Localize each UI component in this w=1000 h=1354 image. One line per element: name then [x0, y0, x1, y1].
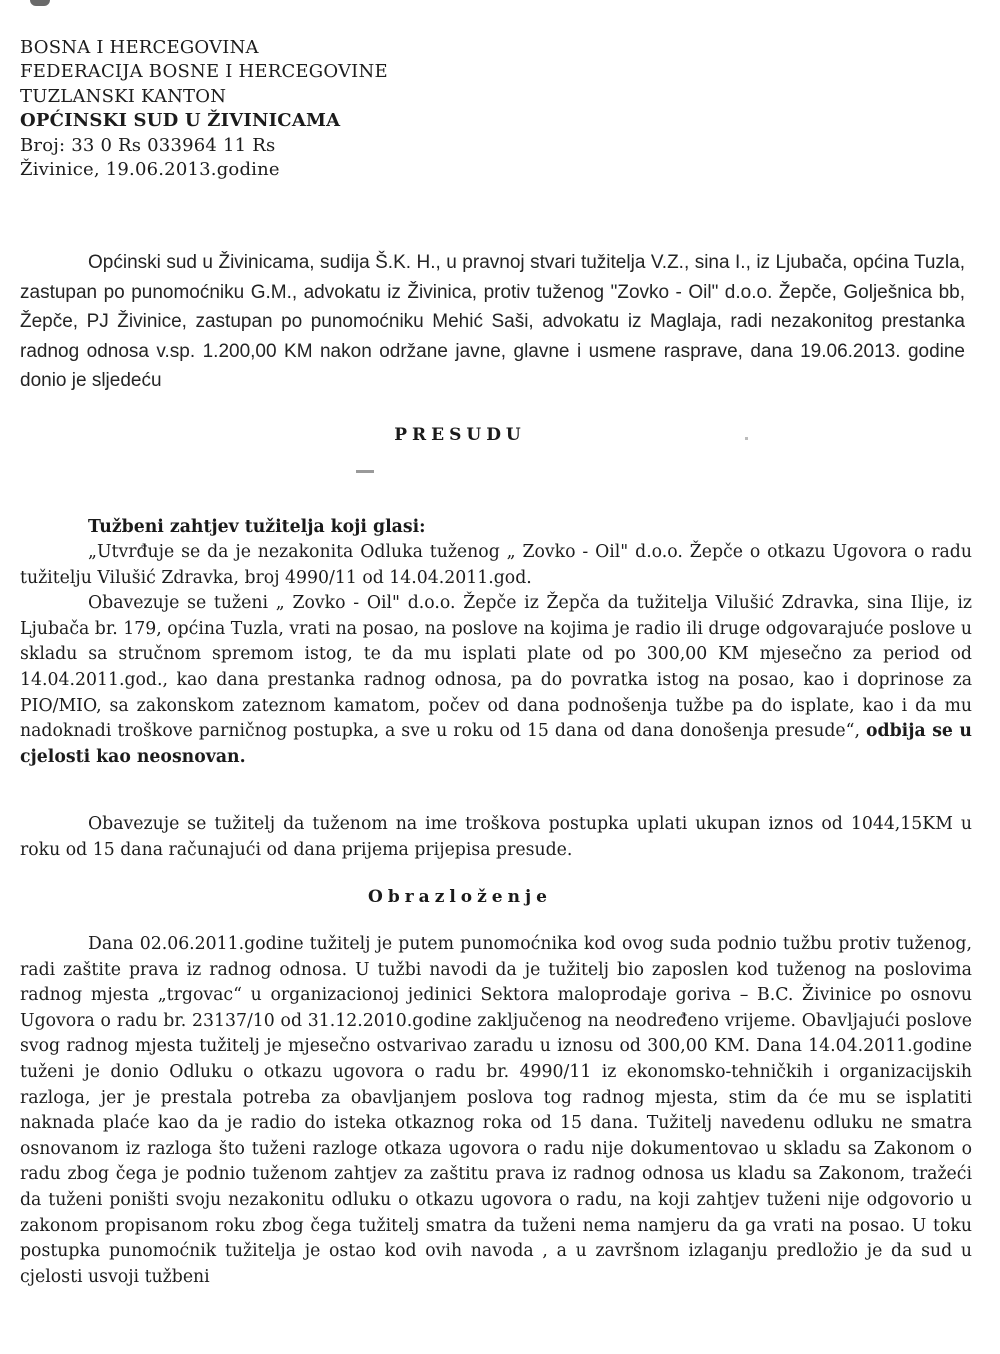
claim-paragraph-2 — [20, 591, 972, 770]
scan-speck — [745, 437, 748, 440]
header-federation: FEDERACIJA BOSNE I HERCEGOVINE — [20, 61, 388, 83]
header-country: BOSNA I HERCEGOVINA — [20, 37, 259, 58]
reasoning-block — [20, 932, 972, 1290]
reasoning-paragraph: Dana 02.06.2011.godine tužitelj je putem punomoćnika kod ovog suda podnio tužbu protiv tuženog, radi zaštite prava iz radnog odnosa. U tužbi navodi da je tužitelj bio zaposlen kod tuženog na poslovima radnog mjesta „trgovac“ u organizacionoj jedinici Sektora maloprodaje goriva – B.C. Živinice po osnovu Ugovora o radu br. 23137/10 od 31.12.2010.godine zaključenog na neodređeno vrijeme. Obavljajući poslove svog radnog mjesta tužitelj je mjesečno ostvarivao zaradu u iznosu od 300,00 KM. Dana 14.04.2011.godine tuženi je donio Odluku o otkazu ugovora o radu br. 4990/11 iz ekonomsko-tehničkih i organizacijskih razloga, jer je prestala potreba za obavljanjem poslova tog radnog mjesta, stim da će mu se isplatiti naknada plaće kao da je radio do isteka otkaznog roka od 15 dana. Tužitelj navedenu odluku ne smatra osnovanom iz razloga što tuženi razloge otkaza ugovora o radu nije dokumentovao u skladu sa Zakonom o radu zbog čega je podnio tuženom zahtjev za zaštitu prava iz radnog odnosa us kladu sa Zakonom, tražeći da tuženi poništi svoju nezakonitu odluku o otkazu ugovora o radu, na koji zahtjev tuženi nije odgovorio u zakonom propisanom roku zbog čega tužitelj smatra da tuženi nema namjeru da ga vrati na posao. U toku postupka punomoćnik tužitelja je ostao kod ovih navoda , a u završnom izlaganju predložio je da sud u cjelosti usvoji tužbeni — [20, 934, 972, 1287]
claim-title: Tužbeni zahtjev tužitelja koji glasi: — [88, 517, 426, 537]
header-court: OPĆINSKI SUD U ŽIVINICAMA — [20, 110, 341, 132]
claim-paragraph-2-text: Obavezuje se tuženi „ Zovko - Oil" d.o.o. Žepče iz Žepča da tužitelja Vilušić Zdravka, sina Ilije, iz Ljubača br. 179, općina Tuzla, vrati na posao, na poslove na kojima je radio ili druge odgovarajuće poslove u skladu sa stručnom spremom istog, te da mu isplati plate od po 300,00 KM mjesečno za period od 14.04.2011.god., kao dana prestanka radnog odnosa, pa do povratka istog na posao, kao i doprinose za PIO/MIO, sa zakonskom zateznom kamatom, počev od dana podnošenja tužbe pa do isplate, kao i da mu nadoknadi troškove parničnog postupka, a sve u roku od 15 dana od dana donošenja presude“, — [20, 593, 972, 742]
scan-mark — [30, 0, 50, 6]
claim-dismissal: odbija se u cjelosti kao neosnovan. — [20, 721, 973, 767]
verdict-title: PRESUDU — [394, 425, 526, 445]
reasoning-title: Obrazloženje — [368, 887, 552, 907]
header-place-date: Živinice, 19.06.2013.godine — [20, 159, 280, 181]
claim-paragraph-1: „Utvrđuje se da je nezakonita Odluka tuženog „ Zovko - Oil" d.o.o. Žepče o otkazu Ugovora o radu tužitelju Vilušić Zdravka, broj 4990/11 od 14.04.2011.god. — [20, 542, 972, 588]
header-case-number: Broj: 33 0 Rs 033964 11 Rs — [20, 134, 276, 156]
costs-paragraph: Obavezuje se tužitelj da tuženom na ime troškova postupka uplati ukupan iznos od 1044,15KM u roku od 15 dana računajući od dana prijema prijepisa presude. — [20, 814, 972, 860]
claim-body — [20, 540, 972, 770]
scan-speck — [356, 470, 374, 473]
court-header — [20, 36, 388, 182]
costs-block — [20, 812, 972, 863]
header-canton: TUZLANSKI KANTON — [20, 85, 227, 107]
intro-paragraph: Općinski sud u Živinicama, sudija Š.K. H., u pravnoj stvari tužitelja V.Z., sina I., iz Ljubača, općina Tuzla, zastupan po punomoćniku G.M., advokatu iz Živinica, protiv tuženog "Zovko - Oil" d.o.o. Žepče, Golješnica bb, Žepče, PJ Živinice, zastupan po punomoćniku Mehić Saši, advokatu iz Maglaja, radi nezakonitog prestanka radnog odnosa v.sp. 1.200,00 KM nakon održane javne, glavne i usmene rasprave, dana 19.06.2013. godine donio je sljedeću — [20, 252, 965, 391]
